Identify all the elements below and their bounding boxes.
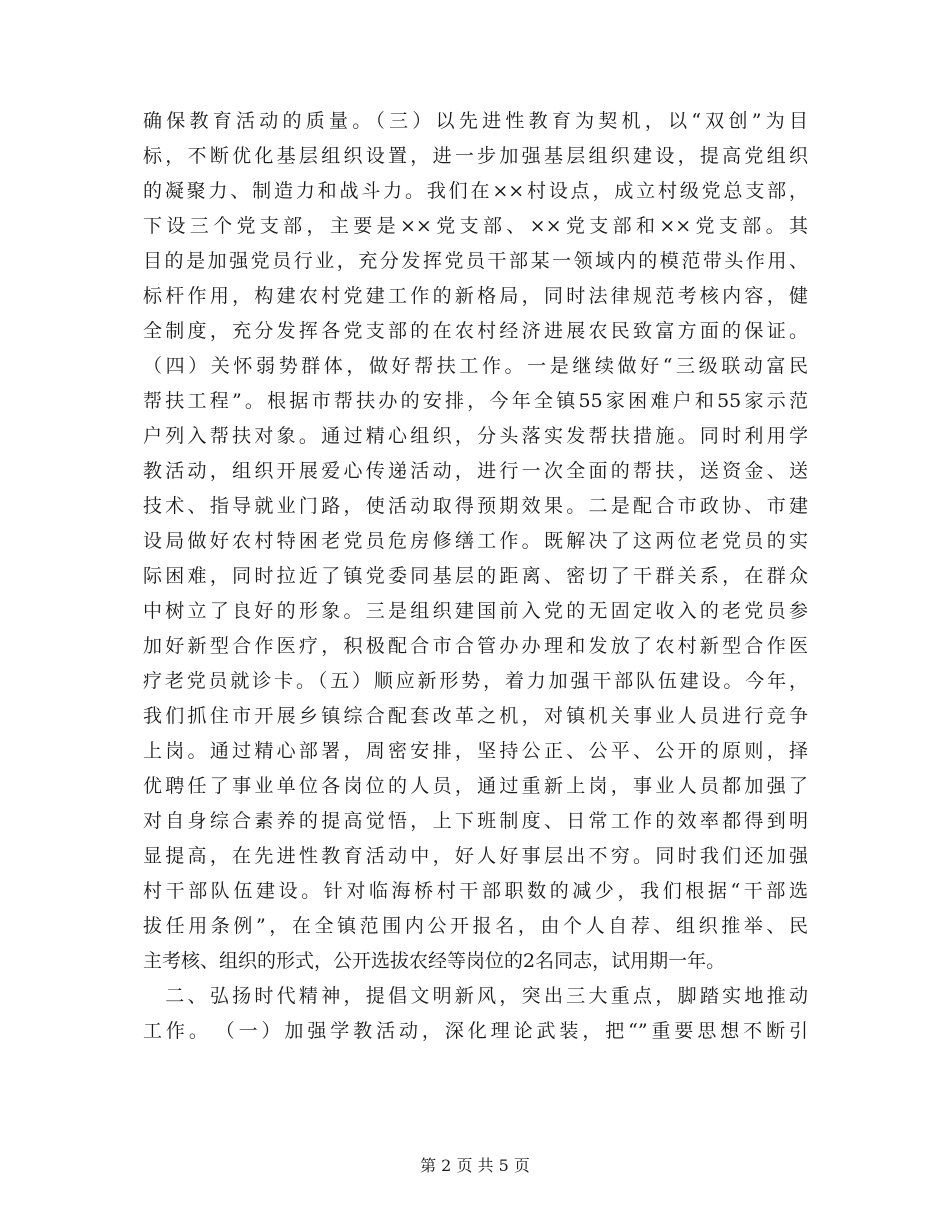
text-line: 显提高，在先进性教育活动中，好人好事层出不穷。同时我们还加强	[143, 845, 808, 867]
text-line: （四）关怀弱势群体，做好帮扶工作。一是继续做好“三级联动富民	[143, 355, 808, 377]
text-line: 我们抓住市开展乡镇综合配套改革之机，对镇机关事业人员进行竞争	[143, 705, 808, 727]
text-line: 加好新型合作医疗，积极配合市合管办办理和发放了农村新型合作医	[143, 635, 808, 657]
text-line: 际困难，同时拉近了镇党委同基层的距离、密切了干群关系，在群众	[143, 565, 808, 587]
text-line: 疗老党员就诊卡。（五）顺应新形势，着力加强干部队伍建设。今年，	[143, 670, 808, 692]
text-line: 技术、指导就业门路，使活动取得预期效果。二是配合市政协、市建	[143, 495, 808, 517]
text-line: 上岗。通过精心部署，周密安排，坚持公正、公平、公开的原则，择	[143, 740, 808, 762]
text-line: 优聘任了事业单位各岗位的人员，通过重新上岗，事业人员都加强了	[143, 775, 808, 797]
text-line: 拔任用条例”，在全镇范围内公开报名，由个人自荐、组织推举、民	[143, 915, 808, 937]
text-line: 设局做好农村特困老党员危房修缮工作。既解决了这两位老党员的实	[143, 530, 808, 552]
body-text	[143, 104, 808, 1049]
text-line: 中树立了良好的形象。三是组织建国前入党的无固定收入的老党员参	[143, 600, 808, 622]
text-line: 教活动，组织开展爱心传递活动，进行一次全面的帮扶，送资金、送	[143, 460, 808, 482]
text-line: 下设三个党支部，主要是××党支部、××党支部和××党支部。其	[143, 215, 808, 237]
text-line: 村干部队伍建设。针对临海桥村干部职数的减少，我们根据“干部选	[143, 880, 808, 902]
text-line: 标，不断优化基层组织设置，进一步加强基层组织建设，提高党组织	[143, 145, 808, 167]
section-heading-line: 二、弘扬时代精神，提倡文明新风，突出三大重点，脚踏实地推动	[143, 985, 808, 1007]
text-line: 户列入帮扶对象。通过精心组织，分头落实发帮扶措施。同时利用学	[143, 425, 808, 447]
text-line: 全制度，充分发挥各党支部的在农村经济进展农民致富方面的保证。	[143, 320, 808, 342]
text-line: 工作。 （一）加强学教活动，深化理论武装，把“”重要思想不断引	[143, 1020, 808, 1042]
text-line: 标杆作用，构建农村党建工作的新格局，同时法律规范考核内容，健	[143, 285, 808, 307]
text-line: 主考核、组织的形式，公开选拔农经等岗位的2名同志，试用期一年。	[143, 950, 726, 972]
text-line: 帮扶工程”。根据市帮扶办的安排，今年全镇55家困难户和55家示范	[143, 390, 808, 412]
text-line: 确保教育活动的质量。（三）以先进性教育为契机，以“双创”为目	[143, 110, 808, 132]
page-number-footer: 第 2 页 共 5 页	[420, 1156, 530, 1175]
text-line: 目的是加强党员行业，充分发挥党员干部某一领域内的模范带头作用、	[143, 250, 808, 272]
text-line: 对自身综合素养的提高觉悟，上下班制度、日常工作的效率都得到明	[143, 810, 808, 832]
text-line: 的凝聚力、制造力和战斗力。我们在××村设点，成立村级党总支部，	[143, 180, 808, 202]
